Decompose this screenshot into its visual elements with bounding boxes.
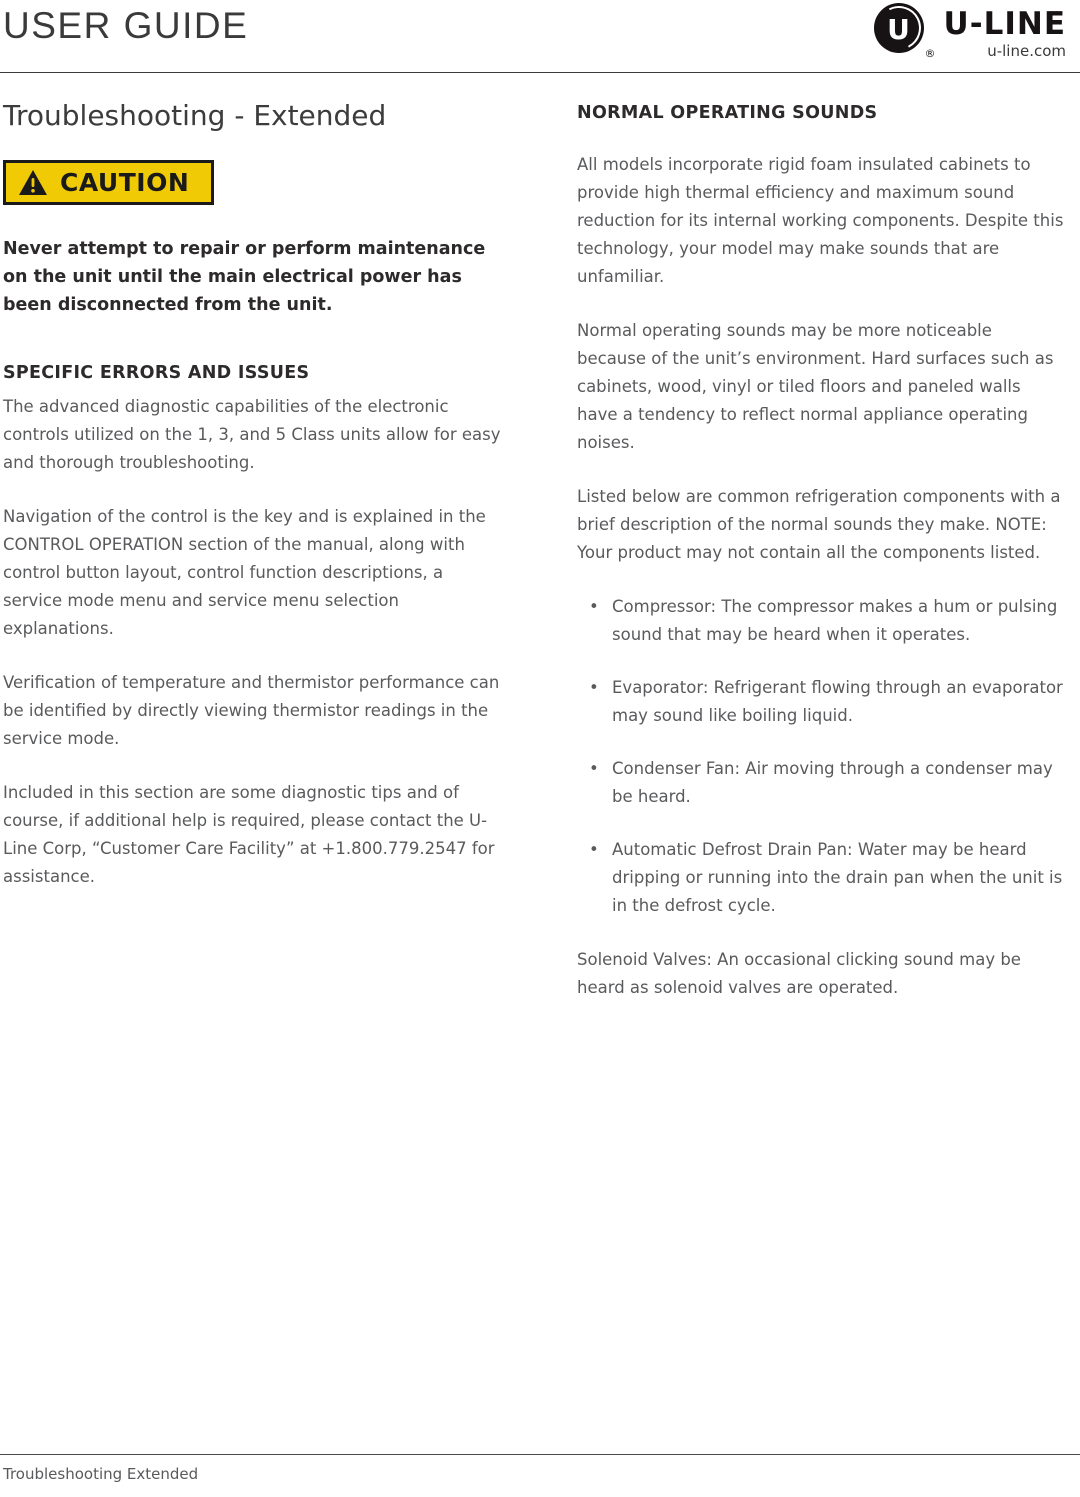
logo-letter: U — [887, 13, 910, 46]
content-columns — [0, 73, 1080, 1028]
uline-circle-logo-icon — [874, 3, 924, 53]
list-item-condenser-fan: • Condenser Fan: Air moving through a condenser may be heard. — [577, 755, 1066, 811]
section-heading-normal-sounds: NORMAL OPERATING SOUNDS — [577, 103, 878, 123]
caution-label: CAUTION — [60, 168, 190, 197]
section-heading-specific-errors: SPECIFIC ERRORS AND ISSUES — [3, 363, 310, 383]
page-footer — [0, 1454, 1080, 1497]
left-column — [3, 99, 505, 1028]
right-column — [577, 99, 1066, 1028]
page-header — [0, 0, 1080, 73]
paragraph: Included in this section are some diagnostic tips and of course, if additional help is required, please contact the U-Line Corp, “Customer Care Facility” at +1.800.779.2547 for assistance. — [3, 783, 495, 886]
paragraph: Verification of temperature and thermistor performance can be identified by directly viewing thermistor readings in the service mode. — [3, 673, 500, 748]
paragraph: All models incorporate rigid foam insulated cabinets to provide high thermal efficiency and maximum sound reduction for its internal working components. Despite this technology, your model may make sounds that are unfamiliar. — [577, 155, 1064, 286]
registered-trademark-symbol: ® — [924, 47, 936, 60]
paragraph-solenoid-valves: Solenoid Valves: An occasional clicking sound may be heard as solenoid valves are operated. — [577, 950, 1021, 997]
paragraph: Normal operating sounds may be more noticeable because of the unit’s environment. Hard surfaces such as cabinets, wood, vinyl or tiled floors and paneled walls have a tendency to reflect normal appliance operating noises. — [577, 321, 1054, 452]
brand-block — [943, 6, 1066, 60]
paragraph: Listed below are common refrigeration components with a brief description of the normal sounds they make. NOTE: Your product may not contain all the components listed. — [577, 487, 1061, 562]
caution-badge — [3, 160, 214, 205]
list-item-evaporator: • Evaporator: Refrigerant flowing through an evaporator may sound like boiling liquid. — [577, 674, 1066, 730]
list-item-defrost-drain-pan: • Automatic Defrost Drain Pan: Water may be heard dripping or running into the drain pan when the unit is in the defrost cycle. — [577, 836, 1066, 920]
footer-section-label: Troubleshooting Extended — [3, 1465, 199, 1483]
warning-triangle-icon — [18, 169, 48, 196]
uline-logo — [874, 3, 1066, 60]
brand-wordmark: U-LINE — [943, 6, 1066, 42]
doc-title: USER GUIDE — [3, 5, 249, 46]
paragraph: The advanced diagnostic capabilities of the electronic controls utilized on the 1, 3, and 5 Class units allow for easy and thorough troubleshooting. — [3, 397, 501, 472]
brand-website: u-line.com — [987, 42, 1066, 60]
paragraph: Navigation of the control is the key and is explained in the CONTROL OPERATION section of the manual, along with control button layout, control function descriptions, a service mode menu and service menu selection explanations. — [3, 507, 486, 638]
list-item-compressor: • Compressor: The compressor makes a hum or pulsing sound that may be heard when it operates. — [577, 593, 1066, 649]
sound-components-list — [577, 593, 1066, 920]
caution-warning-text: Never attempt to repair or perform maintenance on the unit until the main electrical power has been disconnected from the unit. — [3, 239, 486, 315]
page-title: Troubleshooting - Extended — [3, 99, 387, 132]
